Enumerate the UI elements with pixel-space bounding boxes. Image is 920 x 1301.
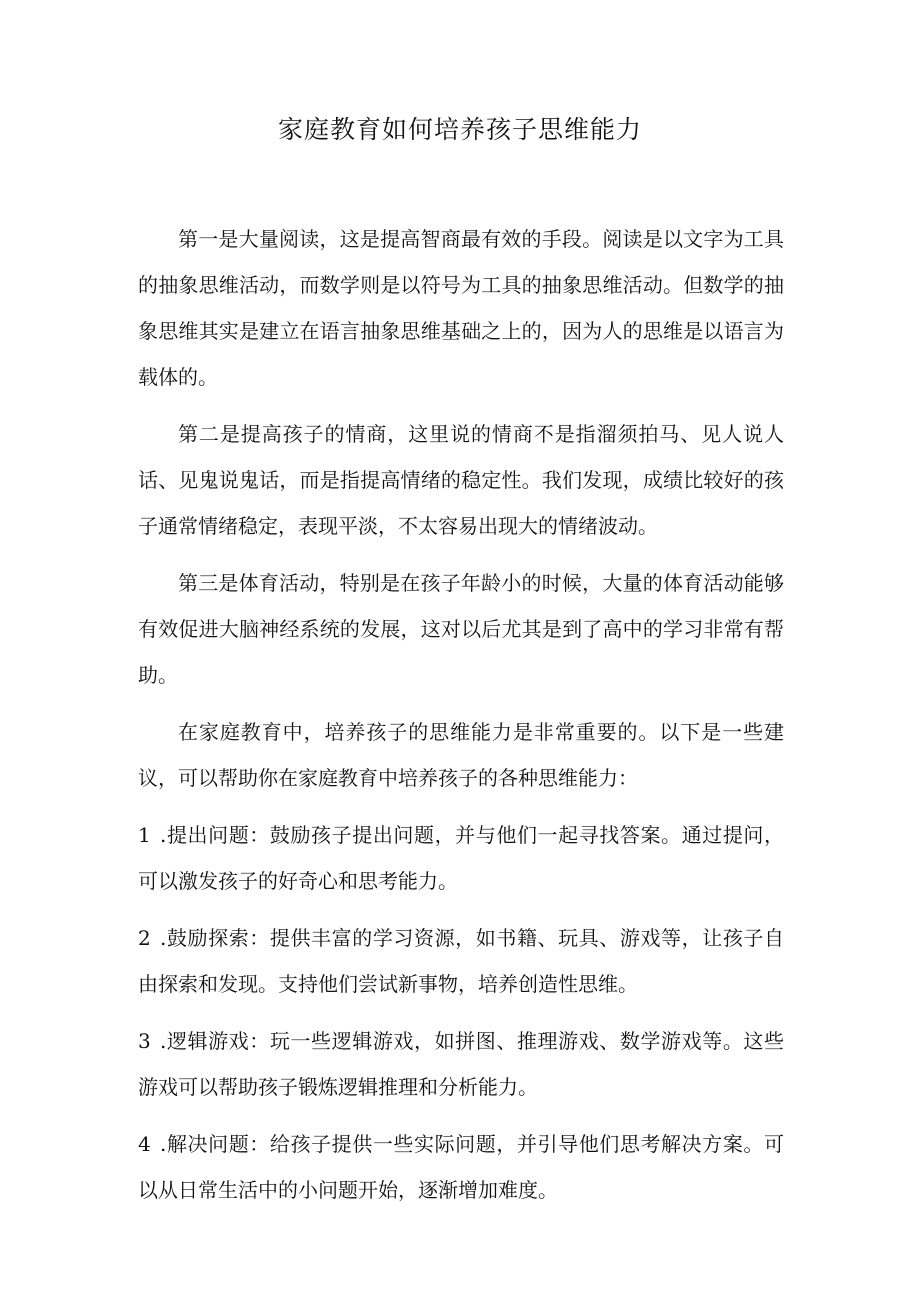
list-text: .提出问题：鼓励孩子提出问题，并与他们一起寻找答案。通过提问，可以激发孩子的好奇心和思考能力。 [138,823,784,893]
document-body [138,216,784,1224]
list-number: 4 [138,1132,151,1156]
list-item-explore [138,915,784,1007]
list-item-ask-questions [138,812,784,904]
list-text: .逻辑游戏：玩一些逻辑游戏，如拼图、推理游戏、数学游戏等。这些游戏可以帮助孩子锻炼逻辑推理和分析能力。 [138,1029,784,1099]
list-number: 3 [138,1029,151,1053]
list-number: 2 [138,926,151,950]
list-number: 1 [138,823,151,847]
list-item-logic-games [138,1018,784,1110]
document-title: 家庭教育如何培养孩子思维能力 [277,115,642,144]
list-text: .解决问题：给孩子提供一些实际问题，并引导他们思考解决方案。可以从日常生活中的小问题开始，逐渐增加难度。 [138,1132,784,1202]
list-text: .鼓励探索：提供丰富的学习资源，如书籍、玩具、游戏等，让孩子自由探索和发现。支持他们尝试新事物，培养创造性思维。 [138,926,784,996]
paragraph-eq: 第二是提高孩子的情商，这里说的情商不是指溜须拍马、见人说人话、见鬼说鬼话，而是指提高情绪的稳定性。我们发现，成绩比较好的孩子通常情绪稳定，表现平淡，不太容易出现大的情绪波动。 [138,422,784,538]
list-item-solve-problems [138,1121,784,1213]
paragraph-reading: 第一是大量阅读，这是提高智商最有效的手段。阅读是以文字为工具的抽象思维活动，而数学则是以符号为工具的抽象思维活动。但数学的抽象思维其实是建立在语言抽象思维基础之上的，因为人的思维是以语言为载体的。 [138,227,784,389]
paragraph-sports: 第三是体育活动，特别是在孩子年龄小的时候，大量的体育活动能够有效促进大脑神经系统的发展，这对以后尤其是到了高中的学习非常有帮助。 [138,571,784,687]
paragraph-intro: 在家庭教育中，培养孩子的思维能力是非常重要的。以下是一些建议，可以帮助你在家庭教育中培养孩子的各种思维能力： [138,720,784,790]
